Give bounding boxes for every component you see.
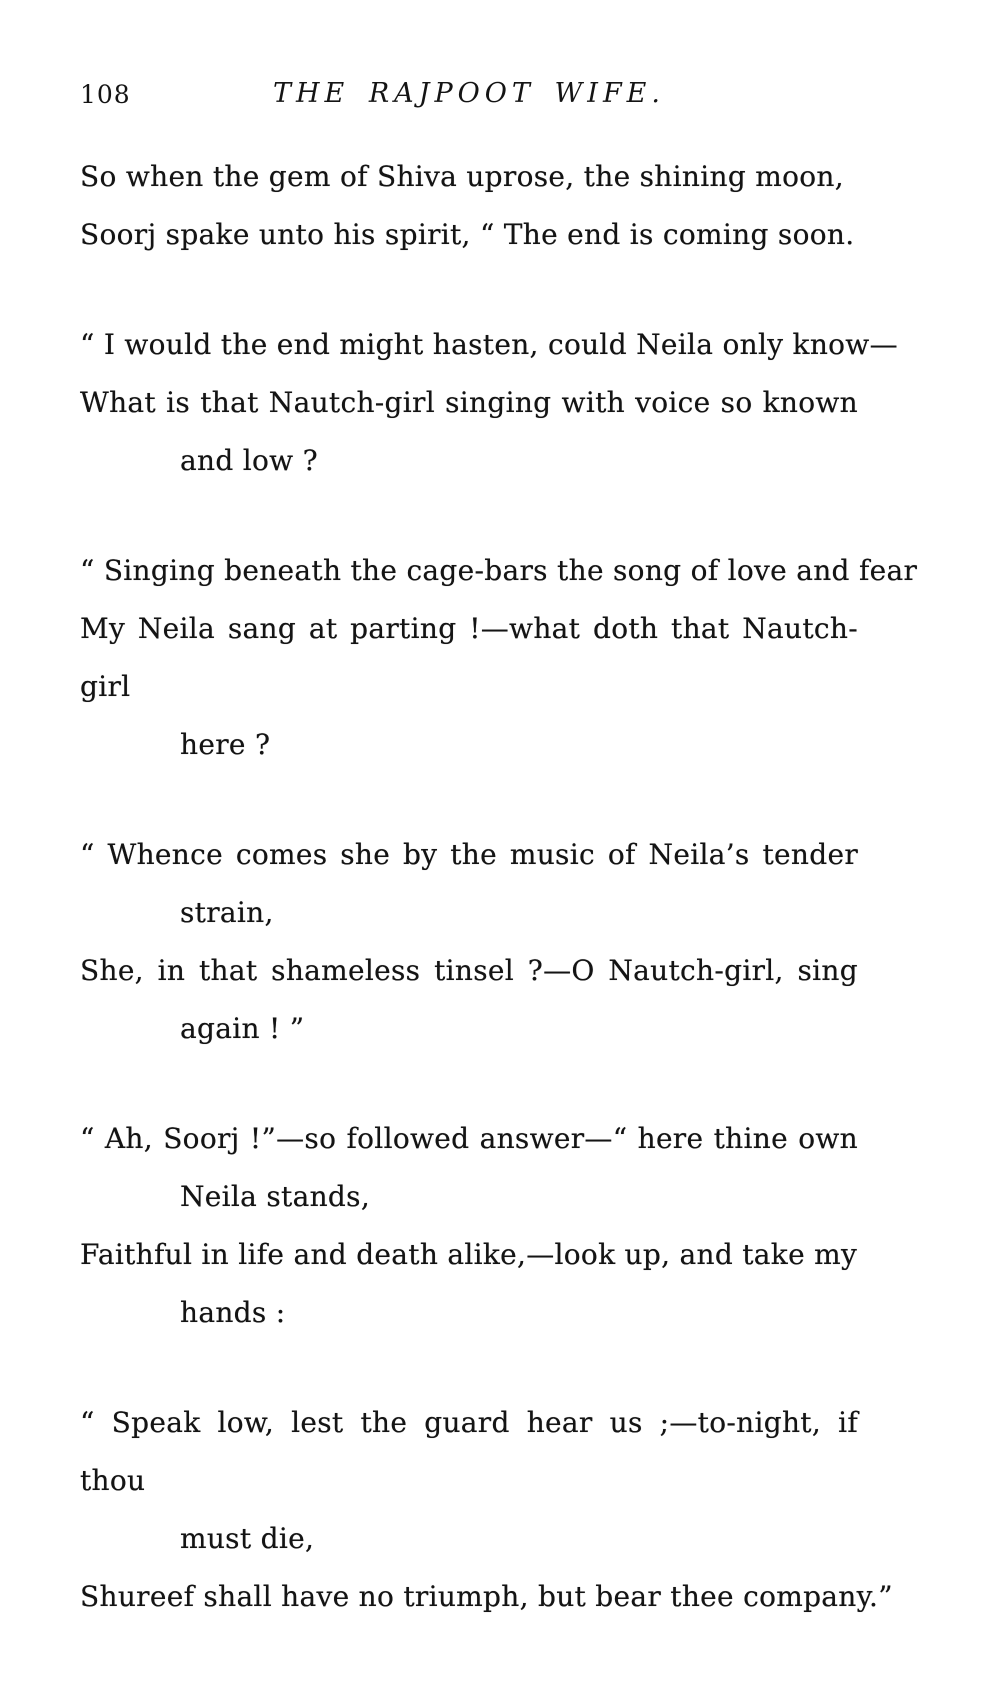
poem-line: What is that Nautch-girl singing with voice so known: [80, 386, 858, 419]
poem-body: [80, 148, 918, 1626]
stanza: [80, 542, 918, 774]
page-number: 108: [80, 80, 131, 109]
poem-line: strain,: [180, 896, 274, 929]
poem-line: Neila stands,: [180, 1180, 371, 1213]
poem-line: here ?: [180, 728, 271, 761]
poem-line: Shureef shall have no triumph, but bear thee company.”: [80, 1580, 893, 1613]
poem-line: “ I would the end might hasten, could Neila only know—: [80, 328, 898, 361]
stanza: [80, 1110, 858, 1342]
poem-line: So when the gem of Shiva uprose, the shining moon,: [80, 160, 844, 193]
poem-line: must die,: [180, 1522, 315, 1555]
poem-line: again ! ”: [180, 1012, 305, 1045]
poem-line: Soorj spake unto his spirit, “ The end is coming soon.: [80, 218, 855, 251]
stanza: [80, 826, 858, 1058]
poem-line: “ Ah, Soorj !”—so followed answer—“ here thine own: [80, 1122, 858, 1155]
poem-line: “ Speak low, lest the guard hear us ;—to-night, if thou: [80, 1406, 858, 1497]
page-header: [80, 78, 858, 110]
running-title: THE RAJPOOT WIFE.: [273, 78, 665, 109]
poem-line: She, in that shameless tinsel ?—O Nautch-girl, sing: [80, 954, 858, 987]
poem-line: hands :: [180, 1296, 286, 1329]
stanza: [80, 1394, 893, 1626]
stanza: [80, 148, 858, 264]
poem-line: “ Whence comes she by the music of Neila’s tender: [80, 838, 858, 871]
poem-line: “ Singing beneath the cage-bars the song of love and fear: [80, 554, 918, 587]
poem-line: and low ?: [180, 444, 318, 477]
poem-line: My Neila sang at parting !—what doth that Nautch-girl: [80, 612, 858, 703]
stanza: [80, 316, 898, 490]
poem-line: Faithful in life and death alike,—look up, and take my: [80, 1238, 858, 1271]
